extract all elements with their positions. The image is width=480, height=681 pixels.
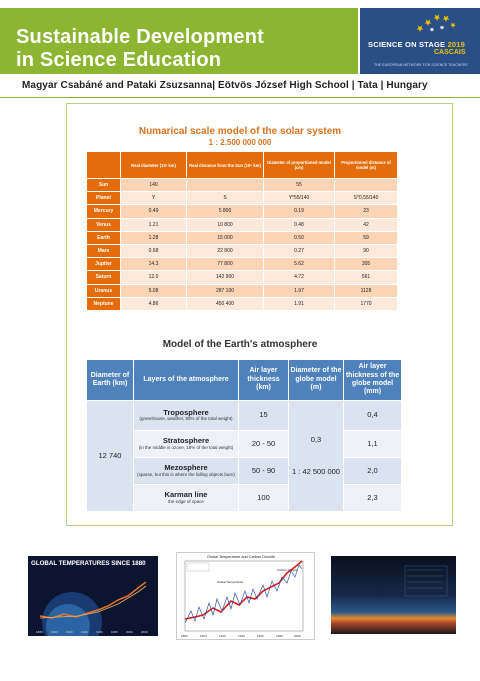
header-globe-diameter: Diameter of the globe model (m) bbox=[289, 360, 344, 401]
layer-desc: (sparse, but this is where the falling objects burn) bbox=[137, 471, 235, 477]
body-name: Uranus bbox=[87, 284, 121, 297]
table-row bbox=[87, 244, 398, 257]
model-thickness: 0,4 bbox=[344, 401, 402, 431]
model-thickness: 1,1 bbox=[344, 431, 402, 458]
layer-thickness: 15 bbox=[239, 401, 289, 431]
layer-name: Karman line bbox=[164, 490, 208, 500]
table-cell: 5 800 bbox=[187, 205, 264, 218]
global-temperatures-graphic bbox=[28, 556, 158, 636]
globe-diameter-value: 0,3 bbox=[310, 434, 322, 444]
axis-tick: 1960 bbox=[257, 634, 264, 638]
body-name: Venus bbox=[87, 218, 121, 231]
logo-tagline: THE EUROPEAN NETWORK FOR SCIENCE TEACHERS bbox=[374, 63, 468, 67]
axis-tick: 2020 bbox=[141, 630, 148, 634]
table-row bbox=[87, 258, 398, 271]
layer-name: Mezosphere bbox=[164, 463, 208, 473]
global-temperatures-image bbox=[28, 556, 158, 636]
body-name: Planet bbox=[87, 192, 121, 205]
layer-desc: (in the middle is ozone, 18% of the total weight) bbox=[138, 444, 234, 450]
table-row bbox=[87, 192, 398, 205]
solar-header-cell: Real diameter (10³ km) bbox=[121, 152, 187, 179]
table-cell: 4.86 bbox=[121, 297, 187, 310]
logo-year: 2019 bbox=[447, 40, 466, 49]
model-thickness: 2,0 bbox=[344, 458, 402, 485]
table-cell: 55 bbox=[264, 179, 335, 192]
table-cell: 77 800 bbox=[187, 258, 264, 271]
table-row bbox=[87, 271, 398, 284]
body-name: Jupiter bbox=[87, 258, 121, 271]
body-name: Mercury bbox=[87, 205, 121, 218]
model-thickness: 2,3 bbox=[344, 485, 402, 512]
atmosphere-table bbox=[86, 359, 402, 512]
layer-thickness: 20 - 50 bbox=[239, 431, 289, 458]
globe-diameter-cell bbox=[289, 401, 344, 512]
table-row bbox=[87, 431, 402, 458]
table-row bbox=[87, 205, 398, 218]
title-line-2: in Science Education bbox=[16, 49, 222, 71]
solar-system-table bbox=[86, 151, 398, 311]
solar-model-scale: 1 : 2.500 000 000 bbox=[208, 138, 272, 147]
axis-tick: 1920 bbox=[219, 634, 226, 638]
table-row bbox=[87, 458, 402, 485]
table-row bbox=[87, 297, 398, 310]
axis-tick: 1880 bbox=[181, 634, 188, 638]
solar-header-cell: Proportioned distance of model (m) bbox=[335, 152, 398, 179]
axis-tick: 1940 bbox=[238, 634, 245, 638]
table-cell: 561 bbox=[335, 271, 398, 284]
atmosphere-table-header bbox=[87, 360, 402, 401]
axis-tick: 1900 bbox=[51, 630, 58, 634]
table-cell: 5.08 bbox=[121, 284, 187, 297]
body-name: Neptune bbox=[87, 297, 121, 310]
table-cell: 140 bbox=[121, 179, 187, 192]
axis-tick: 1920 bbox=[66, 630, 73, 634]
table-cell: 14.3 bbox=[121, 258, 187, 271]
table-row bbox=[87, 218, 398, 231]
axis-tick: 1980 bbox=[111, 630, 118, 634]
table-cell: 1.21 bbox=[121, 218, 187, 231]
table-cell: 0.49 bbox=[121, 205, 187, 218]
table-cell: S*0,55/140 bbox=[335, 192, 398, 205]
co2-chart-title: Global Temperature and Carbon Dioxide bbox=[207, 555, 275, 559]
table-cell: 0.48 bbox=[264, 218, 335, 231]
earth-diameter-cell: 12 740 bbox=[87, 401, 134, 512]
table-cell bbox=[187, 179, 264, 192]
atmosphere-model-title: Model of the Earth's atmosphere bbox=[162, 339, 318, 350]
layer-desc: (greenhouse, weather, 80% of the total weight) bbox=[139, 416, 233, 422]
table-cell: 42 bbox=[335, 218, 398, 231]
table-cell: 450 400 bbox=[187, 297, 264, 310]
table-cell: 1770 bbox=[335, 297, 398, 310]
solar-table-header bbox=[87, 152, 398, 179]
table-cell: Y bbox=[121, 192, 187, 205]
stars-icon bbox=[416, 14, 456, 36]
table-row bbox=[87, 179, 398, 192]
science-on-stage-logo bbox=[360, 8, 480, 74]
table-cell: 287 100 bbox=[187, 284, 264, 297]
table-cell: 1.97 bbox=[264, 284, 335, 297]
temperature-co2-chart-image bbox=[176, 552, 315, 640]
axis-tick: 1960 bbox=[96, 630, 103, 634]
table-cell: 0.68 bbox=[121, 244, 187, 257]
layer-thickness: 50 - 90 bbox=[239, 458, 289, 485]
solar-header-cell bbox=[87, 152, 121, 179]
axis-tick: 2000 bbox=[126, 630, 133, 634]
body-name: Earth bbox=[87, 231, 121, 244]
axis-tick: 1900 bbox=[200, 634, 207, 638]
table-cell: 59 bbox=[335, 231, 398, 244]
header-layers: Layers of the atmosphere bbox=[134, 360, 239, 401]
solar-header-cell: Real distance from the Sun (10⁶ km) bbox=[187, 152, 264, 179]
layer-name: Stratosphere bbox=[162, 436, 210, 446]
header-model-thickness: Air layer thickness of the globe model (mm) bbox=[344, 360, 402, 401]
solar-table-body bbox=[87, 179, 398, 311]
header-thickness: Air layer thickness (km) bbox=[239, 360, 289, 401]
table-row bbox=[87, 401, 402, 431]
divider bbox=[0, 97, 480, 98]
authors-line: Magyar Csabáné and Pataki Zsuzsanna| Eötvös József High School | Tata | Hungary bbox=[22, 80, 428, 91]
layer-desc: the edge of space bbox=[168, 498, 204, 504]
table-cell bbox=[335, 179, 398, 192]
axis-tick: 1880 bbox=[36, 630, 43, 634]
table-cell: 1.28 bbox=[121, 231, 187, 244]
table-cell: 12.0 bbox=[121, 271, 187, 284]
table-cell: 1128 bbox=[335, 284, 398, 297]
co2-label-temp: Global Temperature bbox=[217, 580, 244, 584]
axis-tick: 1940 bbox=[81, 630, 88, 634]
header-earth-diameter: Diameter of Earth (km) bbox=[87, 360, 134, 401]
poster-title bbox=[16, 26, 264, 72]
table-cell: 90 bbox=[335, 244, 398, 257]
table-cell: 0.27 bbox=[264, 244, 335, 257]
layer-thickness: 100 bbox=[239, 485, 289, 512]
layer-cell bbox=[134, 401, 239, 431]
table-cell: 22 800 bbox=[187, 244, 264, 257]
axis-tick: 2000 bbox=[294, 634, 301, 638]
table-cell: Y*55/140 bbox=[264, 192, 335, 205]
layer-name: Troposphere bbox=[163, 407, 209, 417]
title-line-1: Sustainable Development bbox=[16, 26, 264, 48]
table-row bbox=[87, 231, 398, 244]
table-cell: 305 bbox=[335, 258, 398, 271]
table-cell: 15 000 bbox=[187, 231, 264, 244]
globe-scale-value: 1 : 42 500 000 bbox=[292, 467, 340, 476]
table-cell: 5.62 bbox=[264, 258, 335, 271]
table-cell: 0.50 bbox=[264, 231, 335, 244]
layer-cell bbox=[134, 458, 239, 485]
temperature-co2-graphic bbox=[177, 553, 314, 639]
logo-word-science: SCIENCE bbox=[368, 40, 403, 49]
table-cell: 142 900 bbox=[187, 271, 264, 284]
layer-cell bbox=[134, 485, 239, 512]
table-row bbox=[87, 485, 402, 512]
global-temps-title: GLOBAL TEMPERATURES SINCE 1880 bbox=[31, 560, 146, 567]
poster-header bbox=[0, 0, 480, 74]
solar-model-title: Numarical scale model of the solar system bbox=[138, 126, 342, 137]
table-cell: 0.19 bbox=[264, 205, 335, 218]
logo-word-on-stage: ON STAGE bbox=[405, 40, 446, 49]
table-cell: S bbox=[187, 192, 264, 205]
body-name: Sun bbox=[87, 179, 121, 192]
co2-label-co2: Carbon Dioxide bbox=[277, 568, 298, 572]
solar-header-cell: Diameter of proportioned model (cm) bbox=[264, 152, 335, 179]
table-cell: 4.72 bbox=[264, 271, 335, 284]
table-cell: 23 bbox=[335, 205, 398, 218]
logo-city: CASCAIS bbox=[434, 49, 466, 56]
title-banner bbox=[0, 8, 358, 74]
layer-cell bbox=[134, 431, 239, 458]
table-row bbox=[87, 284, 398, 297]
table-cell: 1.91 bbox=[264, 297, 335, 310]
atmosphere-layers-image bbox=[331, 556, 456, 634]
body-name: Saturn bbox=[87, 271, 121, 284]
axis-tick: 1980 bbox=[276, 634, 283, 638]
atmosphere-layers-graphic bbox=[331, 556, 456, 634]
table-cell: 10 800 bbox=[187, 218, 264, 231]
body-name: Mars bbox=[87, 244, 121, 257]
logo-wordmark bbox=[368, 40, 465, 49]
